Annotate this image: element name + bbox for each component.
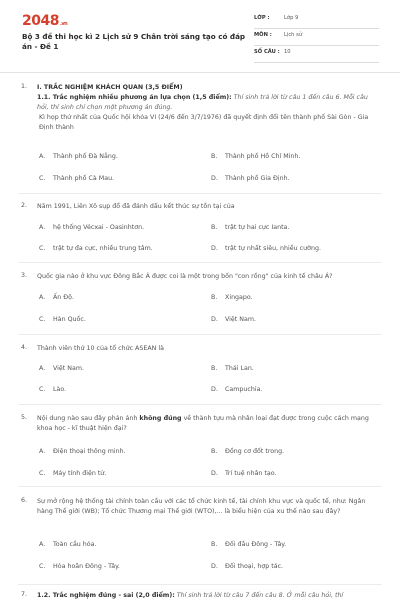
option-a[interactable] <box>39 365 84 372</box>
question-text: Thành viên thứ 10 của tổ chức ASEAN là <box>37 345 164 352</box>
question-text: Năm 1991, Liên Xô sụp đổ đã đánh dấu kết thúc sự tồn tại của <box>37 203 235 210</box>
option-letter: C. <box>39 386 46 393</box>
question-text-part: về thành tựu mà nhân loại đạt được trong cuộc cách mạng khoa học - kĩ thuật hiện đại? <box>37 415 369 432</box>
question-number: 1. <box>21 83 28 90</box>
question-number: 3. <box>21 272 28 279</box>
option-letter: B. <box>211 448 218 455</box>
meta-value: Lịch sử <box>284 32 303 38</box>
page-header <box>0 0 400 68</box>
subsection-note: Thí sinh trả lời từ câu 1 đến câu 6. Mỗi câu hỏi, thí sinh chỉ chọn một phương án đúng. <box>37 94 368 111</box>
option-text: Thái Lan. <box>225 365 254 372</box>
option-text: Thành phố Đà Nẵng. <box>53 153 118 160</box>
option-a[interactable] <box>39 153 118 160</box>
option-text: Việt Nam. <box>225 316 256 323</box>
option-d[interactable] <box>211 175 290 182</box>
option-text: Trí tuệ nhân tạo. <box>225 470 277 477</box>
question-body <box>37 83 375 133</box>
meta-key: LỚP : <box>254 15 270 21</box>
option-text: Đối đầu Đông - Tây. <box>225 541 287 548</box>
option-text: Hàn Quốc. <box>53 316 86 323</box>
question-emphasis: không đúng <box>139 415 182 422</box>
option-letter: A. <box>39 153 46 160</box>
option-c[interactable] <box>39 470 106 477</box>
option-b[interactable] <box>211 224 289 231</box>
option-text: Thành phố Cà Mau. <box>53 175 115 182</box>
option-d[interactable] <box>211 470 277 477</box>
option-letter: B. <box>211 365 218 372</box>
header-divider <box>0 72 400 73</box>
question-divider <box>18 584 382 585</box>
meta-value: Lớp 9 <box>284 15 299 21</box>
option-d[interactable] <box>211 245 321 252</box>
option-text: trật tự hai cực Ianta. <box>225 224 290 231</box>
option-letter: C. <box>39 245 46 252</box>
option-letter: A. <box>39 365 46 372</box>
question-text: Sự mở rộng hệ thống tài chính toàn cầu với các tổ chức kinh tế, tài chính khu vực và quốc tế, như: Ngân hàng Thế giới (WB); Tổ chức Thương mại Thế giới (WTO),... là biểu hiện của xu thế nào sau đây? <box>37 498 366 515</box>
option-text: Ấn Độ. <box>53 294 75 301</box>
option-letter: B. <box>211 224 218 231</box>
option-text: Lào. <box>53 386 67 393</box>
logo-suffix: .vn <box>59 21 68 27</box>
option-text: Việt Nam. <box>53 365 84 372</box>
question-number: 7. <box>21 591 28 598</box>
option-c[interactable] <box>39 175 114 182</box>
option-text: Xingapo. <box>225 294 253 301</box>
subsection-instructions <box>37 93 375 113</box>
question-text-part: Nội dung nào sau đây phản ánh <box>37 415 140 422</box>
option-text: Campuchia. <box>225 386 263 393</box>
option-a[interactable] <box>39 448 126 455</box>
question-divider <box>18 262 382 263</box>
option-letter: A. <box>39 294 46 301</box>
meta-row-count <box>254 46 379 63</box>
meta-row-class <box>254 12 379 29</box>
option-text: Đồng cơ đốt trong. <box>225 448 285 455</box>
option-letter: D. <box>211 316 218 323</box>
option-text: Thành phố Gia Định. <box>225 175 290 182</box>
option-letter: D. <box>211 563 218 570</box>
option-letter: D. <box>211 470 218 477</box>
option-d[interactable] <box>211 563 283 570</box>
option-letter: A. <box>39 224 46 231</box>
option-b[interactable] <box>211 541 286 548</box>
option-text: hệ thống Vécxai - Oasinhtơn. <box>53 224 145 231</box>
meta-key: SỐ CÂU : <box>254 49 280 55</box>
option-letter: D. <box>211 386 218 393</box>
option-b[interactable] <box>211 365 254 372</box>
logo-text: 2048 <box>22 13 59 29</box>
option-letter: B. <box>211 153 218 160</box>
option-text: Hòa hoãn Đông - Tây. <box>53 563 120 570</box>
meta-panel <box>254 12 379 63</box>
question-number: 4. <box>21 344 28 351</box>
option-c[interactable] <box>39 245 153 252</box>
option-c[interactable] <box>39 563 120 570</box>
option-text: Toàn cầu hóa. <box>53 541 97 548</box>
option-letter: D. <box>211 245 218 252</box>
question-divider <box>18 193 382 194</box>
option-letter: C. <box>39 470 46 477</box>
option-text: Máy tính điện tử. <box>53 470 107 477</box>
option-d[interactable] <box>211 386 262 393</box>
option-text: Điện thoại thông minh. <box>53 448 126 455</box>
question-number: 6. <box>21 497 28 504</box>
option-letter: C. <box>39 175 46 182</box>
subsection-title: 1.2. Trắc nghiệm đúng - sai (2,0 điểm): <box>37 592 175 599</box>
option-letter: B. <box>211 294 218 301</box>
option-letter: B. <box>211 541 218 548</box>
option-letter: C. <box>39 316 46 323</box>
option-b[interactable] <box>211 294 253 301</box>
option-a[interactable] <box>39 294 74 301</box>
option-letter: A. <box>39 448 46 455</box>
section-title: I. TRẮC NGHIỆM KHÁCH QUAN (3,5 ĐIỂM) <box>37 84 183 91</box>
option-b[interactable] <box>211 153 300 160</box>
option-a[interactable] <box>39 541 97 548</box>
subsection-title: 1.1. Trắc nghiệm nhiều phương án lựa chọn (1,5 điểm): <box>37 94 232 101</box>
option-a[interactable] <box>39 224 144 231</box>
option-letter: C. <box>39 563 46 570</box>
option-letter: A. <box>39 541 46 548</box>
option-text: trật tự đa cực, nhiều trung tâm. <box>53 245 153 252</box>
question-text: Kì họp thứ nhất của Quốc hội khóa VI (24/6 đến 3/7/1976) đã quyết định đổi tên thành phố Sài Gòn - Gia Định thành <box>39 114 369 131</box>
meta-row-subject <box>254 29 379 46</box>
option-letter: D. <box>211 175 218 182</box>
option-b[interactable] <box>211 448 284 455</box>
option-text: Thành phố Hồ Chí Minh. <box>225 153 301 160</box>
question-text: Quốc gia nào ở khu vực Đông Bắc Á được coi là một trong bốn "con rồng" của kinh tế châu Á? <box>37 273 333 280</box>
question-divider <box>18 334 382 335</box>
question-divider <box>18 404 382 405</box>
meta-value: 10 <box>284 49 291 55</box>
option-text: trật tự nhất siêu, nhiều cường. <box>225 245 321 252</box>
document-title: Bộ 3 đề thi học kì 2 Lịch sử 9 Chân trời sáng tạo có đáp án - Đề 1 <box>22 32 246 51</box>
meta-key: MÔN : <box>254 32 272 38</box>
question-number: 5. <box>21 414 28 421</box>
site-logo[interactable] <box>22 13 67 29</box>
option-c[interactable] <box>39 386 66 393</box>
question-number: 2. <box>21 202 28 209</box>
option-d[interactable] <box>211 316 256 323</box>
question-text <box>37 414 375 434</box>
option-text: Đối thoại, hợp tác. <box>225 563 284 570</box>
option-c[interactable] <box>39 316 86 323</box>
subsection-note: Thí sinh trả lời từ câu 7 đến câu 8. Ở mỗi câu hỏi, thí <box>174 592 344 599</box>
question-divider <box>18 486 382 487</box>
